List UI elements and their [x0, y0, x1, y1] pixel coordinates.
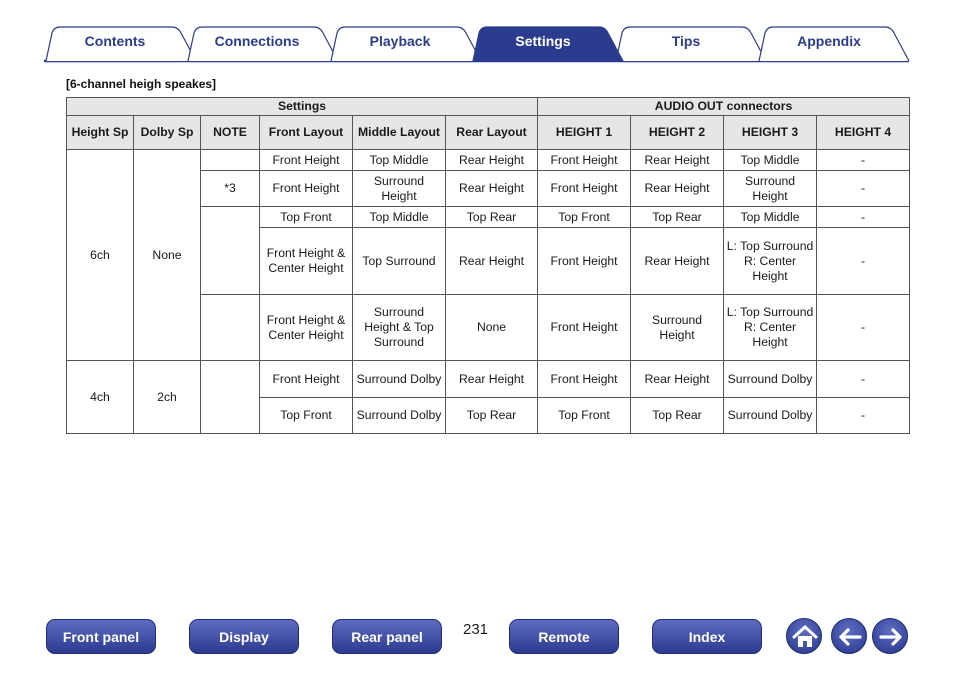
column-header-row — [67, 116, 910, 150]
cell-h3: Top Middle — [724, 150, 817, 171]
cell-rear: Top Rear — [446, 398, 538, 434]
cell-h4: - — [817, 398, 910, 434]
cell-h1: Top Front — [538, 398, 631, 434]
display-button[interactable]: Display — [189, 619, 299, 654]
cell-h1: Front Height — [538, 150, 631, 171]
header-front-layout: Front Layout — [260, 116, 353, 150]
home-icon — [787, 619, 823, 655]
cell-middle: Top Middle — [353, 207, 446, 228]
table-row — [67, 150, 910, 171]
front-panel-button[interactable]: Front panel — [46, 619, 156, 654]
cell-front: Front Height — [260, 171, 353, 207]
cell-front: Front Height — [260, 150, 353, 171]
cell-h1: Front Height — [538, 228, 631, 295]
cell-height-sp-4ch: 4ch — [67, 361, 134, 434]
cell-h2: Rear Height — [631, 228, 724, 295]
tab-connections[interactable]: Connections — [214, 33, 300, 49]
cell-middle: Surround Dolby — [353, 361, 446, 398]
tab-outline-shape — [0, 0, 954, 64]
cell-h1: Top Front — [538, 207, 631, 228]
cell-h2: Rear Height — [631, 361, 724, 398]
cell-rear: Rear Height — [446, 228, 538, 295]
cell-h4: - — [817, 228, 910, 295]
cell-h4: - — [817, 150, 910, 171]
table-row — [67, 361, 910, 398]
tab-bar — [0, 0, 954, 64]
cell-h4: - — [817, 361, 910, 398]
speaker-config-table — [66, 97, 910, 434]
index-button[interactable]: Index — [652, 619, 762, 654]
cell-rear: None — [446, 295, 538, 361]
header-rear-layout: Rear Layout — [446, 116, 538, 150]
rear-panel-button[interactable]: Rear panel — [332, 619, 442, 654]
cell-height-sp-6ch: 6ch — [67, 150, 134, 361]
cell-h4: - — [817, 171, 910, 207]
forward-button[interactable] — [872, 618, 908, 654]
home-button[interactable] — [786, 618, 822, 654]
cell-dolby-sp-none: None — [134, 150, 201, 361]
cell-front: Top Front — [260, 398, 353, 434]
cell-note — [201, 207, 260, 295]
header-dolby-sp: Dolby Sp — [134, 116, 201, 150]
tab-contents[interactable]: Contents — [84, 33, 146, 49]
cell-note — [201, 361, 260, 434]
cell-middle: Surround Height & Top Surround — [353, 295, 446, 361]
cell-note — [201, 150, 260, 171]
cell-rear: Rear Height — [446, 171, 538, 207]
back-button[interactable] — [831, 618, 867, 654]
header-height2: HEIGHT 2 — [631, 116, 724, 150]
group-header-row — [67, 98, 910, 116]
cell-h2: Rear Height — [631, 171, 724, 207]
cell-middle: Surround Height — [353, 171, 446, 207]
group-header-audio-out: AUDIO OUT connectors — [538, 98, 910, 116]
arrow-left-icon — [832, 619, 868, 655]
cell-h2: Top Rear — [631, 398, 724, 434]
cell-h3: Surround Dolby — [724, 398, 817, 434]
cell-h3: Surround Dolby — [724, 361, 817, 398]
arrow-right-icon — [873, 619, 909, 655]
cell-h4: - — [817, 295, 910, 361]
cell-middle: Surround Dolby — [353, 398, 446, 434]
cell-h2: Rear Height — [631, 150, 724, 171]
cell-h3: L: Top Surround R: Center Height — [724, 295, 817, 361]
cell-note — [201, 295, 260, 361]
cell-h3: L: Top Surround R: Center Height — [724, 228, 817, 295]
header-height-sp: Height Sp — [67, 116, 134, 150]
header-height3: HEIGHT 3 — [724, 116, 817, 150]
cell-h1: Front Height — [538, 295, 631, 361]
cell-rear: Top Rear — [446, 207, 538, 228]
cell-front: Front Height & Center Height — [260, 228, 353, 295]
cell-front: Front Height — [260, 361, 353, 398]
section-heading: [6-channel heigh speakes] — [66, 77, 217, 91]
cell-h4: - — [817, 207, 910, 228]
cell-rear: Rear Height — [446, 150, 538, 171]
tab-appendix[interactable]: Appendix — [797, 33, 861, 49]
tab-tips[interactable]: Tips — [671, 33, 701, 49]
group-header-settings: Settings — [67, 98, 538, 116]
cell-h2: Surround Height — [631, 295, 724, 361]
tab-playback[interactable]: Playback — [369, 33, 431, 49]
header-middle-layout: Middle Layout — [353, 116, 446, 150]
cell-h2: Top Rear — [631, 207, 724, 228]
cell-rear: Rear Height — [446, 361, 538, 398]
header-note: NOTE — [201, 116, 260, 150]
header-height1: HEIGHT 1 — [538, 116, 631, 150]
header-height4: HEIGHT 4 — [817, 116, 910, 150]
cell-h3: Top Middle — [724, 207, 817, 228]
cell-note: *3 — [201, 171, 260, 207]
cell-middle: Top Middle — [353, 150, 446, 171]
cell-front: Top Front — [260, 207, 353, 228]
cell-middle: Top Surround — [353, 228, 446, 295]
tab-settings[interactable]: Settings — [515, 33, 571, 49]
cell-h1: Front Height — [538, 361, 631, 398]
cell-front: Front Height & Center Height — [260, 295, 353, 361]
cell-h3: Surround Height — [724, 171, 817, 207]
page-number: 231 — [463, 621, 489, 638]
remote-button[interactable]: Remote — [509, 619, 619, 654]
cell-h1: Front Height — [538, 171, 631, 207]
cell-dolby-sp-2ch: 2ch — [134, 361, 201, 434]
